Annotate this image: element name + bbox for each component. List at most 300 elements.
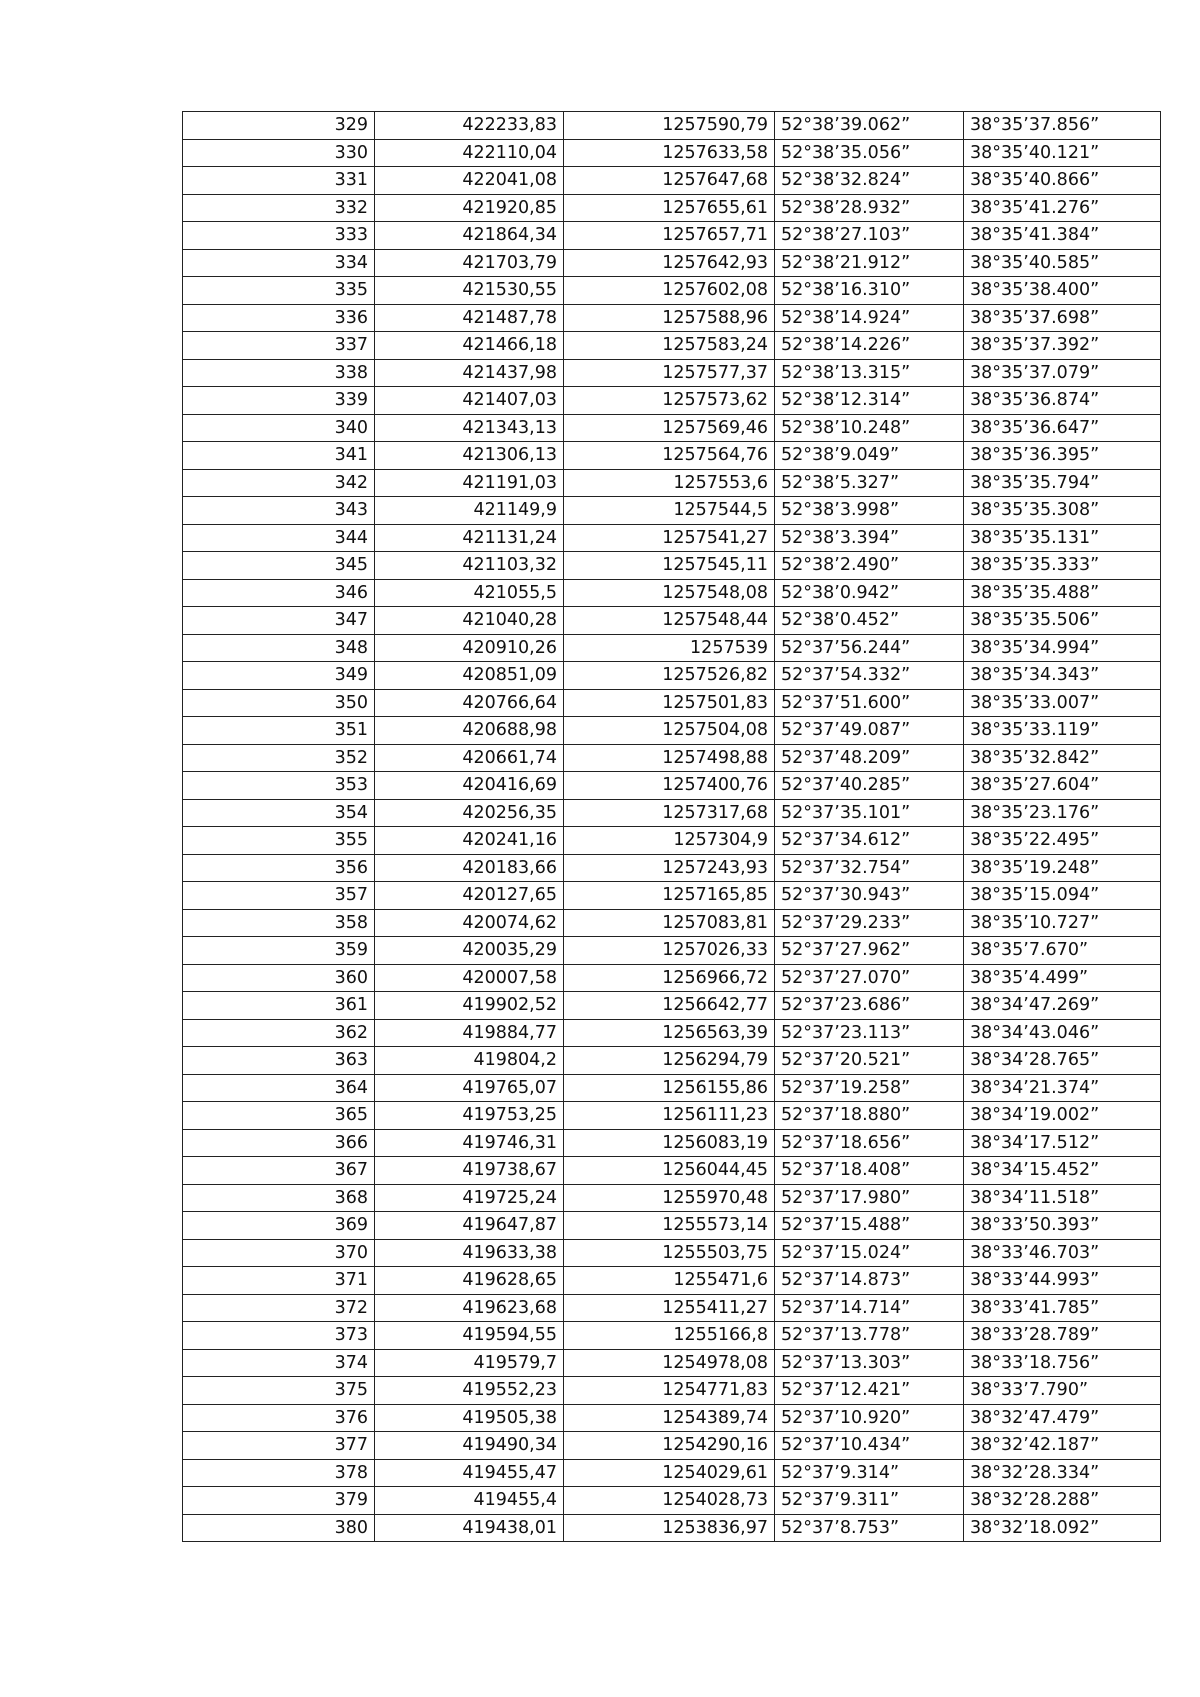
longitude-cell: 38°35’35.488” bbox=[964, 579, 1161, 607]
x-coordinate-cell: 422041,08 bbox=[375, 167, 564, 195]
x-coordinate-cell: 421864,34 bbox=[375, 222, 564, 250]
longitude-cell: 38°35’41.384” bbox=[964, 222, 1161, 250]
x-coordinate-cell: 421040,28 bbox=[375, 607, 564, 635]
longitude-cell: 38°35’40.585” bbox=[964, 249, 1161, 277]
x-coordinate-cell: 421466,18 bbox=[375, 332, 564, 360]
point-number-cell: 378 bbox=[183, 1459, 375, 1487]
latitude-cell: 52°37’10.434” bbox=[775, 1432, 964, 1460]
latitude-cell: 52°38’10.248” bbox=[775, 414, 964, 442]
table-row bbox=[183, 882, 1161, 910]
point-number-cell: 330 bbox=[183, 139, 375, 167]
x-coordinate-cell: 419633,38 bbox=[375, 1239, 564, 1267]
longitude-cell: 38°34’15.452” bbox=[964, 1157, 1161, 1185]
point-number-cell: 339 bbox=[183, 387, 375, 415]
x-coordinate-cell: 422233,83 bbox=[375, 112, 564, 140]
table-row bbox=[183, 1404, 1161, 1432]
table-row bbox=[183, 772, 1161, 800]
y-coordinate-cell: 1256294,79 bbox=[564, 1047, 775, 1075]
table-row bbox=[183, 552, 1161, 580]
latitude-cell: 52°37’9.311” bbox=[775, 1487, 964, 1515]
latitude-cell: 52°37’56.244” bbox=[775, 634, 964, 662]
latitude-cell: 52°38’14.924” bbox=[775, 304, 964, 332]
table-row bbox=[183, 1322, 1161, 1350]
x-coordinate-cell: 421149,9 bbox=[375, 497, 564, 525]
latitude-cell: 52°37’12.421” bbox=[775, 1377, 964, 1405]
longitude-cell: 38°34’21.374” bbox=[964, 1074, 1161, 1102]
longitude-cell: 38°35’38.400” bbox=[964, 277, 1161, 305]
table-row bbox=[183, 1184, 1161, 1212]
table-row bbox=[183, 1129, 1161, 1157]
point-number-cell: 369 bbox=[183, 1212, 375, 1240]
y-coordinate-cell: 1257541,27 bbox=[564, 524, 775, 552]
y-coordinate-cell: 1257304,9 bbox=[564, 827, 775, 855]
table-row bbox=[183, 1157, 1161, 1185]
y-coordinate-cell: 1257647,68 bbox=[564, 167, 775, 195]
x-coordinate-cell: 419804,2 bbox=[375, 1047, 564, 1075]
point-number-cell: 376 bbox=[183, 1404, 375, 1432]
latitude-cell: 52°37’19.258” bbox=[775, 1074, 964, 1102]
x-coordinate-cell: 421103,32 bbox=[375, 552, 564, 580]
x-coordinate-cell: 420035,29 bbox=[375, 937, 564, 965]
point-number-cell: 362 bbox=[183, 1019, 375, 1047]
x-coordinate-cell: 419753,25 bbox=[375, 1102, 564, 1130]
point-number-cell: 374 bbox=[183, 1349, 375, 1377]
table-row bbox=[183, 689, 1161, 717]
y-coordinate-cell: 1255166,8 bbox=[564, 1322, 775, 1350]
y-coordinate-cell: 1255573,14 bbox=[564, 1212, 775, 1240]
point-number-cell: 373 bbox=[183, 1322, 375, 1350]
table-row bbox=[183, 222, 1161, 250]
x-coordinate-cell: 420256,35 bbox=[375, 799, 564, 827]
x-coordinate-cell: 419552,23 bbox=[375, 1377, 564, 1405]
x-coordinate-cell: 419738,67 bbox=[375, 1157, 564, 1185]
table-row bbox=[183, 1294, 1161, 1322]
longitude-cell: 38°35’37.392” bbox=[964, 332, 1161, 360]
point-number-cell: 380 bbox=[183, 1514, 375, 1542]
table-row bbox=[183, 1074, 1161, 1102]
longitude-cell: 38°32’28.288” bbox=[964, 1487, 1161, 1515]
point-number-cell: 347 bbox=[183, 607, 375, 635]
y-coordinate-cell: 1257642,93 bbox=[564, 249, 775, 277]
x-coordinate-cell: 420416,69 bbox=[375, 772, 564, 800]
longitude-cell: 38°35’34.994” bbox=[964, 634, 1161, 662]
point-number-cell: 358 bbox=[183, 909, 375, 937]
y-coordinate-cell: 1255411,27 bbox=[564, 1294, 775, 1322]
y-coordinate-cell: 1256563,39 bbox=[564, 1019, 775, 1047]
point-number-cell: 366 bbox=[183, 1129, 375, 1157]
x-coordinate-cell: 421437,98 bbox=[375, 359, 564, 387]
longitude-cell: 38°35’35.308” bbox=[964, 497, 1161, 525]
table-row bbox=[183, 1349, 1161, 1377]
longitude-cell: 38°32’18.092” bbox=[964, 1514, 1161, 1542]
latitude-cell: 52°37’20.521” bbox=[775, 1047, 964, 1075]
y-coordinate-cell: 1254771,83 bbox=[564, 1377, 775, 1405]
point-number-cell: 368 bbox=[183, 1184, 375, 1212]
x-coordinate-cell: 420074,62 bbox=[375, 909, 564, 937]
point-number-cell: 367 bbox=[183, 1157, 375, 1185]
point-number-cell: 377 bbox=[183, 1432, 375, 1460]
longitude-cell: 38°33’28.789” bbox=[964, 1322, 1161, 1350]
latitude-cell: 52°37’10.920” bbox=[775, 1404, 964, 1432]
latitude-cell: 52°37’18.656” bbox=[775, 1129, 964, 1157]
point-number-cell: 370 bbox=[183, 1239, 375, 1267]
point-number-cell: 349 bbox=[183, 662, 375, 690]
longitude-cell: 38°33’41.785” bbox=[964, 1294, 1161, 1322]
x-coordinate-cell: 419628,65 bbox=[375, 1267, 564, 1295]
table-row bbox=[183, 799, 1161, 827]
point-number-cell: 361 bbox=[183, 992, 375, 1020]
x-coordinate-cell: 421306,13 bbox=[375, 442, 564, 470]
y-coordinate-cell: 1254290,16 bbox=[564, 1432, 775, 1460]
latitude-cell: 52°38’21.912” bbox=[775, 249, 964, 277]
x-coordinate-cell: 421055,5 bbox=[375, 579, 564, 607]
x-coordinate-cell: 419490,34 bbox=[375, 1432, 564, 1460]
x-coordinate-cell: 420688,98 bbox=[375, 717, 564, 745]
x-coordinate-cell: 420007,58 bbox=[375, 964, 564, 992]
x-coordinate-cell: 420183,66 bbox=[375, 854, 564, 882]
longitude-cell: 38°33’50.393” bbox=[964, 1212, 1161, 1240]
latitude-cell: 52°38’0.942” bbox=[775, 579, 964, 607]
latitude-cell: 52°37’9.314” bbox=[775, 1459, 964, 1487]
point-number-cell: 338 bbox=[183, 359, 375, 387]
latitude-cell: 52°38’14.226” bbox=[775, 332, 964, 360]
latitude-cell: 52°38’5.327” bbox=[775, 469, 964, 497]
longitude-cell: 38°33’7.790” bbox=[964, 1377, 1161, 1405]
latitude-cell: 52°38’0.452” bbox=[775, 607, 964, 635]
longitude-cell: 38°35’37.856” bbox=[964, 112, 1161, 140]
table-row bbox=[183, 1459, 1161, 1487]
latitude-cell: 52°37’15.024” bbox=[775, 1239, 964, 1267]
table-row bbox=[183, 387, 1161, 415]
table-row bbox=[183, 469, 1161, 497]
x-coordinate-cell: 419725,24 bbox=[375, 1184, 564, 1212]
point-number-cell: 353 bbox=[183, 772, 375, 800]
point-number-cell: 360 bbox=[183, 964, 375, 992]
x-coordinate-cell: 419884,77 bbox=[375, 1019, 564, 1047]
latitude-cell: 52°38’9.049” bbox=[775, 442, 964, 470]
x-coordinate-cell: 421343,13 bbox=[375, 414, 564, 442]
longitude-cell: 38°33’44.993” bbox=[964, 1267, 1161, 1295]
x-coordinate-cell: 421407,03 bbox=[375, 387, 564, 415]
x-coordinate-cell: 420851,09 bbox=[375, 662, 564, 690]
x-coordinate-cell: 421920,85 bbox=[375, 194, 564, 222]
y-coordinate-cell: 1257400,76 bbox=[564, 772, 775, 800]
latitude-cell: 52°37’14.714” bbox=[775, 1294, 964, 1322]
latitude-cell: 52°38’39.062” bbox=[775, 112, 964, 140]
x-coordinate-cell: 419902,52 bbox=[375, 992, 564, 1020]
table-row bbox=[183, 1239, 1161, 1267]
y-coordinate-cell: 1257569,46 bbox=[564, 414, 775, 442]
latitude-cell: 52°37’27.962” bbox=[775, 937, 964, 965]
y-coordinate-cell: 1257602,08 bbox=[564, 277, 775, 305]
table-row bbox=[183, 607, 1161, 635]
latitude-cell: 52°37’30.943” bbox=[775, 882, 964, 910]
table-row bbox=[183, 579, 1161, 607]
table-row bbox=[183, 1267, 1161, 1295]
point-number-cell: 335 bbox=[183, 277, 375, 305]
longitude-cell: 38°35’4.499” bbox=[964, 964, 1161, 992]
table-row bbox=[183, 249, 1161, 277]
latitude-cell: 52°37’49.087” bbox=[775, 717, 964, 745]
longitude-cell: 38°34’47.269” bbox=[964, 992, 1161, 1020]
point-number-cell: 351 bbox=[183, 717, 375, 745]
y-coordinate-cell: 1257548,44 bbox=[564, 607, 775, 635]
point-number-cell: 357 bbox=[183, 882, 375, 910]
longitude-cell: 38°35’32.842” bbox=[964, 744, 1161, 772]
y-coordinate-cell: 1257573,62 bbox=[564, 387, 775, 415]
longitude-cell: 38°34’11.518” bbox=[964, 1184, 1161, 1212]
longitude-cell: 38°35’27.604” bbox=[964, 772, 1161, 800]
y-coordinate-cell: 1255471,6 bbox=[564, 1267, 775, 1295]
latitude-cell: 52°38’3.998” bbox=[775, 497, 964, 525]
table-row bbox=[183, 1102, 1161, 1130]
point-number-cell: 333 bbox=[183, 222, 375, 250]
longitude-cell: 38°35’40.866” bbox=[964, 167, 1161, 195]
y-coordinate-cell: 1257633,58 bbox=[564, 139, 775, 167]
longitude-cell: 38°35’35.131” bbox=[964, 524, 1161, 552]
x-coordinate-cell: 419438,01 bbox=[375, 1514, 564, 1542]
y-coordinate-cell: 1257539 bbox=[564, 634, 775, 662]
longitude-cell: 38°35’36.395” bbox=[964, 442, 1161, 470]
x-coordinate-cell: 419765,07 bbox=[375, 1074, 564, 1102]
longitude-cell: 38°35’33.007” bbox=[964, 689, 1161, 717]
point-number-cell: 332 bbox=[183, 194, 375, 222]
y-coordinate-cell: 1256083,19 bbox=[564, 1129, 775, 1157]
x-coordinate-cell: 419746,31 bbox=[375, 1129, 564, 1157]
table-row bbox=[183, 497, 1161, 525]
y-coordinate-cell: 1257165,85 bbox=[564, 882, 775, 910]
longitude-cell: 38°32’28.334” bbox=[964, 1459, 1161, 1487]
point-number-cell: 346 bbox=[183, 579, 375, 607]
table-row bbox=[183, 277, 1161, 305]
y-coordinate-cell: 1257317,68 bbox=[564, 799, 775, 827]
longitude-cell: 38°35’36.874” bbox=[964, 387, 1161, 415]
table-row bbox=[183, 992, 1161, 1020]
table-row bbox=[183, 112, 1161, 140]
point-number-cell: 337 bbox=[183, 332, 375, 360]
latitude-cell: 52°37’54.332” bbox=[775, 662, 964, 690]
x-coordinate-cell: 421487,78 bbox=[375, 304, 564, 332]
x-coordinate-cell: 419505,38 bbox=[375, 1404, 564, 1432]
table-row bbox=[183, 414, 1161, 442]
longitude-cell: 38°35’19.248” bbox=[964, 854, 1161, 882]
table-row bbox=[183, 1377, 1161, 1405]
latitude-cell: 52°37’8.753” bbox=[775, 1514, 964, 1542]
longitude-cell: 38°32’47.479” bbox=[964, 1404, 1161, 1432]
point-number-cell: 356 bbox=[183, 854, 375, 882]
point-number-cell: 365 bbox=[183, 1102, 375, 1130]
x-coordinate-cell: 419455,4 bbox=[375, 1487, 564, 1515]
x-coordinate-cell: 421530,55 bbox=[375, 277, 564, 305]
table-row bbox=[183, 1212, 1161, 1240]
x-coordinate-cell: 421191,03 bbox=[375, 469, 564, 497]
y-coordinate-cell: 1257544,5 bbox=[564, 497, 775, 525]
table-row bbox=[183, 662, 1161, 690]
y-coordinate-cell: 1255503,75 bbox=[564, 1239, 775, 1267]
table-row bbox=[183, 634, 1161, 662]
coordinates-table-body bbox=[183, 112, 1161, 1542]
table-row bbox=[183, 194, 1161, 222]
longitude-cell: 38°35’37.698” bbox=[964, 304, 1161, 332]
y-coordinate-cell: 1257504,08 bbox=[564, 717, 775, 745]
y-coordinate-cell: 1255970,48 bbox=[564, 1184, 775, 1212]
longitude-cell: 38°35’37.079” bbox=[964, 359, 1161, 387]
table-row bbox=[183, 1047, 1161, 1075]
latitude-cell: 52°38’16.310” bbox=[775, 277, 964, 305]
latitude-cell: 52°37’27.070” bbox=[775, 964, 964, 992]
latitude-cell: 52°37’48.209” bbox=[775, 744, 964, 772]
y-coordinate-cell: 1257243,93 bbox=[564, 854, 775, 882]
latitude-cell: 52°37’14.873” bbox=[775, 1267, 964, 1295]
longitude-cell: 38°35’22.495” bbox=[964, 827, 1161, 855]
x-coordinate-cell: 419594,55 bbox=[375, 1322, 564, 1350]
point-number-cell: 336 bbox=[183, 304, 375, 332]
longitude-cell: 38°35’40.121” bbox=[964, 139, 1161, 167]
table-row bbox=[183, 1432, 1161, 1460]
y-coordinate-cell: 1257501,83 bbox=[564, 689, 775, 717]
point-number-cell: 344 bbox=[183, 524, 375, 552]
x-coordinate-cell: 421131,24 bbox=[375, 524, 564, 552]
table-row bbox=[183, 854, 1161, 882]
longitude-cell: 38°34’19.002” bbox=[964, 1102, 1161, 1130]
x-coordinate-cell: 421703,79 bbox=[375, 249, 564, 277]
point-number-cell: 348 bbox=[183, 634, 375, 662]
x-coordinate-cell: 422110,04 bbox=[375, 139, 564, 167]
y-coordinate-cell: 1257655,61 bbox=[564, 194, 775, 222]
y-coordinate-cell: 1257564,76 bbox=[564, 442, 775, 470]
longitude-cell: 38°35’35.794” bbox=[964, 469, 1161, 497]
table-row bbox=[183, 1514, 1161, 1542]
x-coordinate-cell: 419623,68 bbox=[375, 1294, 564, 1322]
latitude-cell: 52°37’23.113” bbox=[775, 1019, 964, 1047]
y-coordinate-cell: 1254978,08 bbox=[564, 1349, 775, 1377]
latitude-cell: 52°38’3.394” bbox=[775, 524, 964, 552]
longitude-cell: 38°35’23.176” bbox=[964, 799, 1161, 827]
point-number-cell: 354 bbox=[183, 799, 375, 827]
point-number-cell: 355 bbox=[183, 827, 375, 855]
table-row bbox=[183, 524, 1161, 552]
table-row bbox=[183, 304, 1161, 332]
table-row bbox=[183, 167, 1161, 195]
longitude-cell: 38°33’18.756” bbox=[964, 1349, 1161, 1377]
latitude-cell: 52°37’32.754” bbox=[775, 854, 964, 882]
longitude-cell: 38°34’43.046” bbox=[964, 1019, 1161, 1047]
table-row bbox=[183, 332, 1161, 360]
latitude-cell: 52°37’23.686” bbox=[775, 992, 964, 1020]
point-number-cell: 363 bbox=[183, 1047, 375, 1075]
y-coordinate-cell: 1257588,96 bbox=[564, 304, 775, 332]
x-coordinate-cell: 420910,26 bbox=[375, 634, 564, 662]
table-row bbox=[183, 964, 1161, 992]
longitude-cell: 38°35’36.647” bbox=[964, 414, 1161, 442]
table-row bbox=[183, 827, 1161, 855]
y-coordinate-cell: 1257590,79 bbox=[564, 112, 775, 140]
table-row bbox=[183, 717, 1161, 745]
x-coordinate-cell: 420766,64 bbox=[375, 689, 564, 717]
longitude-cell: 38°35’41.276” bbox=[964, 194, 1161, 222]
y-coordinate-cell: 1254029,61 bbox=[564, 1459, 775, 1487]
latitude-cell: 52°37’40.285” bbox=[775, 772, 964, 800]
y-coordinate-cell: 1256966,72 bbox=[564, 964, 775, 992]
y-coordinate-cell: 1257083,81 bbox=[564, 909, 775, 937]
table-row bbox=[183, 937, 1161, 965]
y-coordinate-cell: 1257583,24 bbox=[564, 332, 775, 360]
table-row bbox=[183, 909, 1161, 937]
y-coordinate-cell: 1256155,86 bbox=[564, 1074, 775, 1102]
point-number-cell: 343 bbox=[183, 497, 375, 525]
longitude-cell: 38°35’35.506” bbox=[964, 607, 1161, 635]
y-coordinate-cell: 1257526,82 bbox=[564, 662, 775, 690]
latitude-cell: 52°38’32.824” bbox=[775, 167, 964, 195]
latitude-cell: 52°37’29.233” bbox=[775, 909, 964, 937]
table-row bbox=[183, 442, 1161, 470]
latitude-cell: 52°37’35.101” bbox=[775, 799, 964, 827]
point-number-cell: 372 bbox=[183, 1294, 375, 1322]
longitude-cell: 38°35’15.094” bbox=[964, 882, 1161, 910]
longitude-cell: 38°32’42.187” bbox=[964, 1432, 1161, 1460]
longitude-cell: 38°33’46.703” bbox=[964, 1239, 1161, 1267]
x-coordinate-cell: 419647,87 bbox=[375, 1212, 564, 1240]
table-row bbox=[183, 1019, 1161, 1047]
x-coordinate-cell: 419579,7 bbox=[375, 1349, 564, 1377]
point-number-cell: 352 bbox=[183, 744, 375, 772]
y-coordinate-cell: 1253836,97 bbox=[564, 1514, 775, 1542]
table-row bbox=[183, 139, 1161, 167]
longitude-cell: 38°35’35.333” bbox=[964, 552, 1161, 580]
point-number-cell: 364 bbox=[183, 1074, 375, 1102]
point-number-cell: 341 bbox=[183, 442, 375, 470]
point-number-cell: 345 bbox=[183, 552, 375, 580]
y-coordinate-cell: 1254389,74 bbox=[564, 1404, 775, 1432]
y-coordinate-cell: 1257545,11 bbox=[564, 552, 775, 580]
latitude-cell: 52°37’51.600” bbox=[775, 689, 964, 717]
latitude-cell: 52°38’35.056” bbox=[775, 139, 964, 167]
y-coordinate-cell: 1256044,45 bbox=[564, 1157, 775, 1185]
y-coordinate-cell: 1257657,71 bbox=[564, 222, 775, 250]
latitude-cell: 52°37’15.488” bbox=[775, 1212, 964, 1240]
y-coordinate-cell: 1256642,77 bbox=[564, 992, 775, 1020]
point-number-cell: 334 bbox=[183, 249, 375, 277]
table-row bbox=[183, 359, 1161, 387]
y-coordinate-cell: 1254028,73 bbox=[564, 1487, 775, 1515]
longitude-cell: 38°34’28.765” bbox=[964, 1047, 1161, 1075]
point-number-cell: 359 bbox=[183, 937, 375, 965]
point-number-cell: 379 bbox=[183, 1487, 375, 1515]
latitude-cell: 52°38’12.314” bbox=[775, 387, 964, 415]
y-coordinate-cell: 1257026,33 bbox=[564, 937, 775, 965]
latitude-cell: 52°38’13.315” bbox=[775, 359, 964, 387]
x-coordinate-cell: 420661,74 bbox=[375, 744, 564, 772]
latitude-cell: 52°38’2.490” bbox=[775, 552, 964, 580]
table-row bbox=[183, 744, 1161, 772]
point-number-cell: 331 bbox=[183, 167, 375, 195]
table-row bbox=[183, 1487, 1161, 1515]
point-number-cell: 375 bbox=[183, 1377, 375, 1405]
x-coordinate-cell: 420127,65 bbox=[375, 882, 564, 910]
x-coordinate-cell: 419455,47 bbox=[375, 1459, 564, 1487]
longitude-cell: 38°35’10.727” bbox=[964, 909, 1161, 937]
point-number-cell: 371 bbox=[183, 1267, 375, 1295]
latitude-cell: 52°37’17.980” bbox=[775, 1184, 964, 1212]
point-number-cell: 342 bbox=[183, 469, 375, 497]
y-coordinate-cell: 1257498,88 bbox=[564, 744, 775, 772]
point-number-cell: 350 bbox=[183, 689, 375, 717]
y-coordinate-cell: 1257553,6 bbox=[564, 469, 775, 497]
longitude-cell: 38°34’17.512” bbox=[964, 1129, 1161, 1157]
latitude-cell: 52°37’18.880” bbox=[775, 1102, 964, 1130]
latitude-cell: 52°37’34.612” bbox=[775, 827, 964, 855]
y-coordinate-cell: 1257548,08 bbox=[564, 579, 775, 607]
